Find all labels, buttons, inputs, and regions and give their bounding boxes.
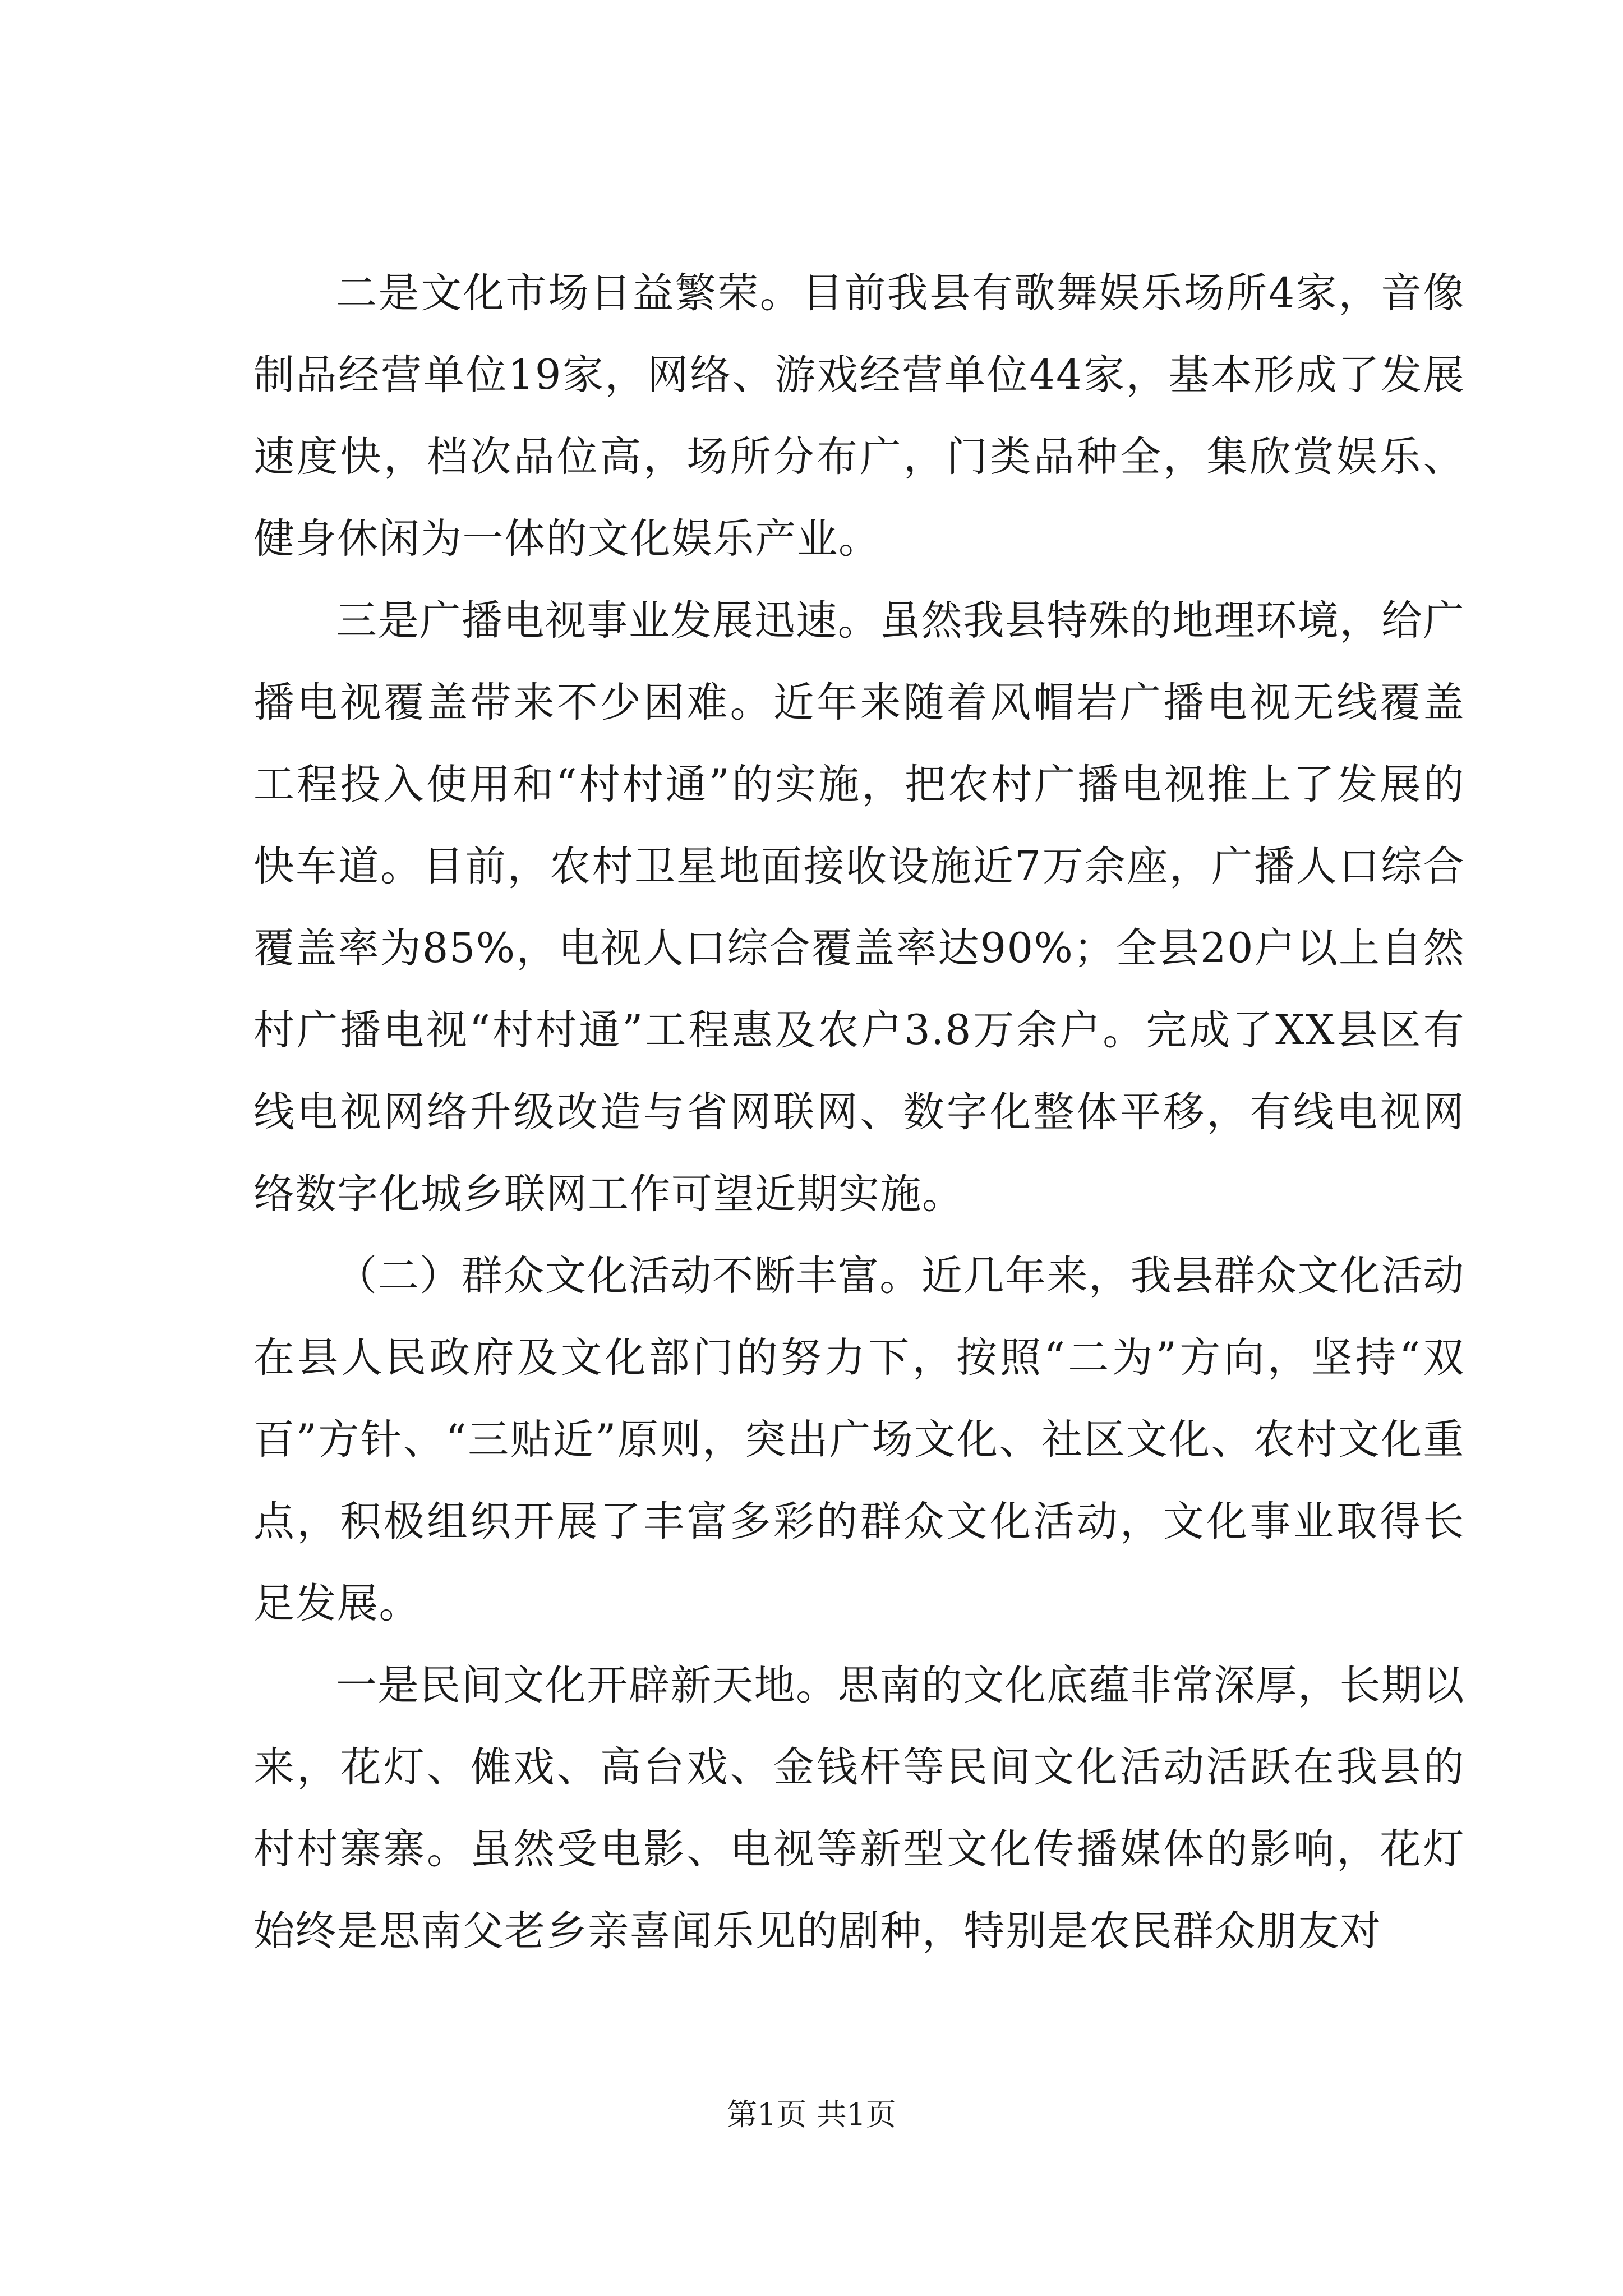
page-footer: 第1页 共1页 — [727, 2097, 896, 2132]
paragraph-mass-culture: （二）群众文化活动不断丰富。近几年来，我县群众文化活动在县人民政府及文化部门的努力下，按照“二为”方向，坚持“双百”方针、“三贴近”原则，突出广场文化、社区文化、农村文化重点，积极组织开展了丰富多彩的群众文化活动，文化事业取得长足发展。 — [253, 1252, 1465, 1627]
paragraph-broadcast-tv: 三是广播电视事业发展迅速。虽然我县特殊的地理环境，给广播电视覆盖带来不少困难。近年来随着风帽岩广播电视无线覆盖工程投入使用和“村村通”的实施，把农村广播电视推上了发展的快车道。目前，农村卫星地面接收设施近7万余座，广播人口综合覆盖率为85%，电视人口综合覆盖率达90%；全县20户以上自然村广播电视“村村通”工程惠及农户3.8万余户。完成了XX县区有线电视网络升级改造与省网联网、数字化整体平移，有线电视网络数字化城乡联网工作可望近期实施。 — [253, 597, 1465, 1218]
paragraph-culture-market: 二是文化市场日益繁荣。目前我县有歌舞娱乐场所4家，音像制品经营单位19家，网络、游戏经营单位44家，基本形成了发展速度快，档次品位高，场所分布广，门类品种全，集欣赏娱乐、健身休闲为一体的文化娱乐产业。 — [253, 269, 1465, 563]
paragraph-folk-culture: 一是民间文化开辟新天地。思南的文化底蕴非常深厚，长期以来，花灯、傩戏、高台戏、金钱杆等民间文化活动活跃在我县的村村寨寨。虽然受电影、电视等新型文化传播媒体的影响，花灯始终是思南父老乡亲喜闻乐见的剧种，特别是农民群众朋友对 — [253, 1662, 1465, 1955]
document-body — [253, 252, 1465, 1972]
